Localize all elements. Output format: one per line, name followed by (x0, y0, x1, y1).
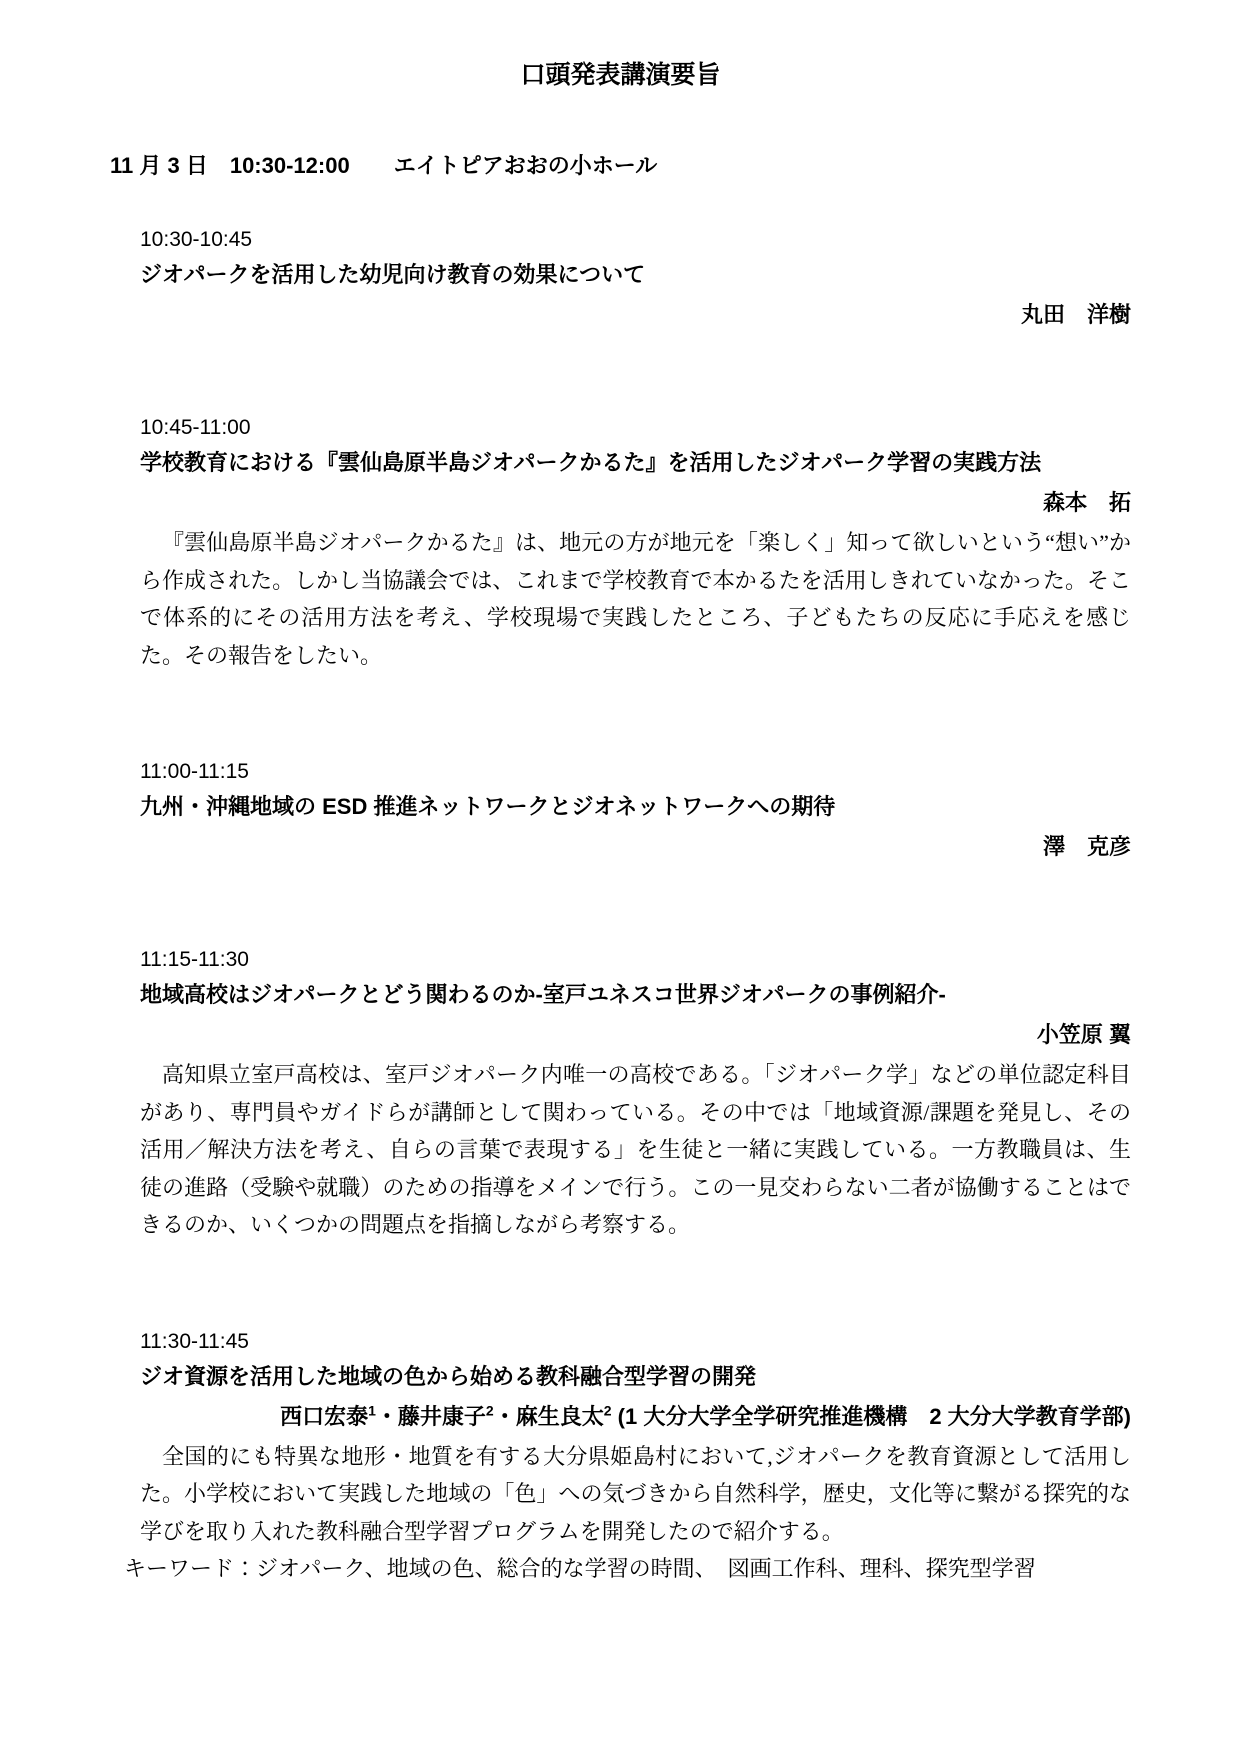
author-name: ・藤井康子 (375, 1403, 486, 1429)
date-venue-line: 11 月 3 日 10:30-12:00 エイトピアおおの小ホール (110, 153, 658, 178)
talk-block-3 (140, 758, 1131, 862)
talk-title: 学校教育における『雲仙島原半島ジオパークかるた』を活用したジオパーク学習の実践方法 (140, 450, 1042, 475)
talk-keywords: キーワード：ジオパーク、地域の色、総合的な学習の時間、 図画工作科、理科、探究型学習 (124, 1556, 1036, 1581)
talk-speaker: 小笠原 翼 (1036, 1022, 1131, 1047)
talk-time: 11:30-11:45 (140, 1329, 249, 1353)
talk-abstract: 高知県立室戸高校は、室戸ジオパーク内唯一の高校である。「ジオパーク学」などの単位認定科目があり、専門員やガイドらが講師として関わっている。その中では「地域資源/課題を発見し、その活用／解決方法を考え、自らの言葉で表現する」を生徒と一緒に実践している。一方教職員は、生徒の進路（受験や就職）のための指導をメインで行う。この一見交わらない二者が協働することはできるのか、いくつかの問題点を指摘しながら考察する。 (140, 1062, 1131, 1237)
talk-title: ジオパークを活用した幼児向け教育の効果について (140, 262, 646, 287)
talk-abstract: 全国的にも特異な地形・地質を有する大分県姫島村において,ジオパークを教育資源として活用した。小学校において実践した地域の「色」への気づきから自然科学，歴史，文化等に繋がる探究的な学びを取り入れた教科融合型学習プログラムを開発したので紹介する。 (140, 1443, 1131, 1544)
author-name: 西口宏泰 (280, 1403, 369, 1429)
talk-block-5 (124, 1328, 1131, 1588)
author-superscript: 2 (485, 1402, 494, 1419)
author-name: ・麻生良太 (493, 1403, 604, 1429)
talk-time: 11:00-11:15 (140, 760, 249, 783)
talk-speaker: 森本 拓 (1042, 490, 1131, 515)
talk-title: 地域高校はジオパークとどう関わるのか-室戸ユネスコ世界ジオパークの事例紹介- (140, 982, 946, 1007)
talk-time: 11:15-11:30 (140, 948, 249, 971)
talk-time: 10:30-10:45 (140, 228, 253, 251)
talk-abstract: 『雲仙島原半島ジオパークかるた』は、地元の方が地元を「楽しく」知って欲しいという“想い”から作成された。しかし当協議会では、これまで学校教育で本かるたを活用しきれていなかった。そこで体系的にその活用方法を考え、学校現場で実践したところ、子どもたちの反応に手応えを感じた。その報告をしたい。 (140, 530, 1131, 668)
author-superscript: 2 (603, 1402, 612, 1419)
talk-speaker: 丸田 洋樹 (1020, 302, 1131, 327)
talk-time: 10:45-11:00 (140, 416, 251, 439)
talk-block-2 (140, 414, 1131, 674)
talk-speaker: 澤 克彦 (1042, 834, 1131, 859)
page-title: 口頭発表講演要旨 (520, 61, 721, 89)
author-superscript: 1 (368, 1402, 376, 1419)
talk-block-4 (140, 946, 1131, 1244)
talk-title: ジオ資源を活用した地域の色から始める教科融合型学習の開発 (140, 1363, 757, 1389)
author-affiliations: (1 大分大学全学研究推進機構 2 大分大学教育学部) (611, 1403, 1131, 1429)
talk-title: 九州・沖縄地域の ESD 推進ネットワークとジオネットワークへの期待 (140, 794, 836, 819)
talk-author-line (140, 1402, 1131, 1432)
talk-block-1 (140, 226, 1131, 330)
talk-list (110, 226, 1131, 1588)
